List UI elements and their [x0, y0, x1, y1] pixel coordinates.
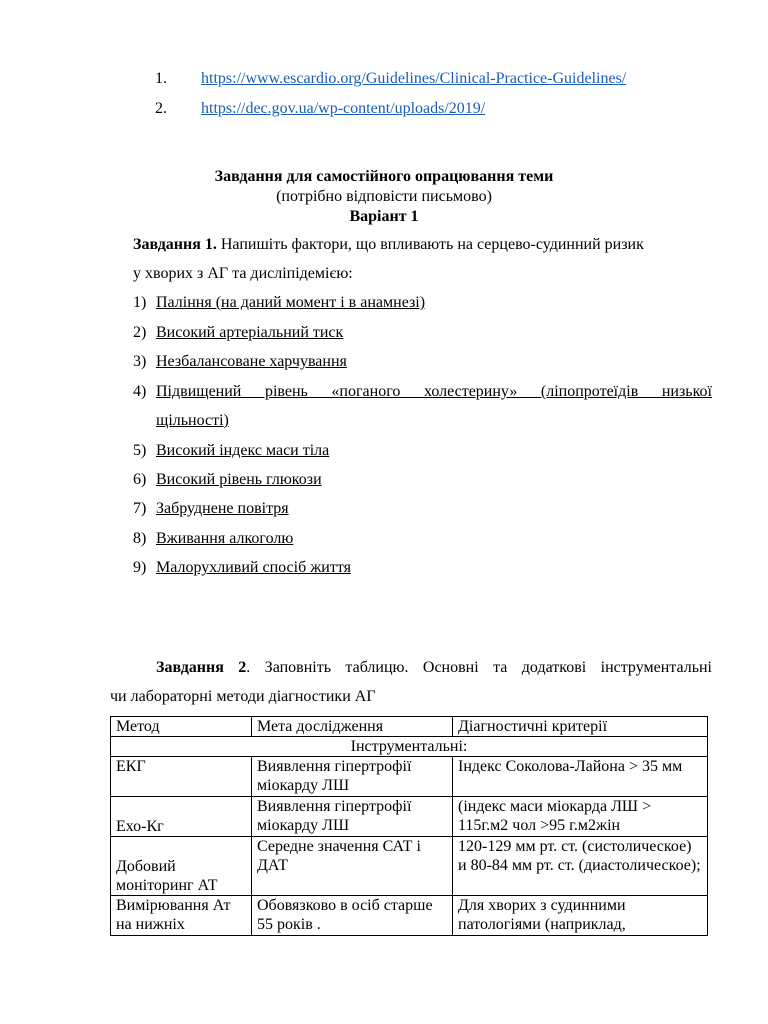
- table-row: [111, 837, 708, 896]
- list-item: [133, 471, 146, 489]
- table-header-method: Метод: [111, 717, 252, 737]
- table-header-purpose: Мета дослідження: [252, 717, 453, 737]
- list-item-text: Паління (на даний момент і в анамнезі): [156, 294, 426, 311]
- table-cell-criteria: 120-129 мм рт. ст. (систолическое) и 80-84 мм рт. ст. (диастолическое);: [453, 837, 708, 896]
- table-header-criteria: Діагностичні критерії: [453, 717, 708, 737]
- reference-link-dec[interactable]: https://dec.gov.ua/wp-content/uploads/2019/: [201, 100, 486, 117]
- list-item-text: Незбалансоване харчування: [156, 353, 347, 370]
- variant-label: Варіант 1: [349, 208, 419, 225]
- task1-text-line2: у хворих з АГ та дисліпідемією:: [133, 265, 353, 282]
- table-cell-criteria: (індекс маси міокарда ЛШ > 115г.м2 чол >95 г.м2жін: [453, 797, 708, 837]
- diagnostics-table: [110, 716, 708, 936]
- task1-label: Завдання 1.: [133, 236, 217, 253]
- list-item-text: Високий індекс маси тіла: [156, 442, 330, 459]
- table-cell-method: Вимірювання Ат на нижніх: [111, 896, 252, 936]
- table-cell-purpose: Обовязково в осіб старше 55 років .: [252, 896, 453, 936]
- task-title: Завдання для самостійного опрацювання теми: [214, 168, 554, 185]
- table-row: [111, 757, 708, 797]
- table-cell-criteria: Індекс Соколова-Лайона > 35 мм: [453, 757, 708, 797]
- task2-paragraph: [156, 659, 712, 677]
- list-item: [133, 530, 146, 548]
- list-item: [133, 294, 146, 312]
- task-subtitle: (потрібно відповісти письмово): [276, 188, 492, 205]
- list-item-text: Малорухливий спосіб життя: [156, 559, 351, 576]
- list-item: [133, 353, 146, 371]
- table-cell-purpose: Виявлення гіпертрофії міокарду ЛШ: [252, 797, 453, 837]
- task2-text: . Заповніть таблицю. Основні та додаткові інструментальні: [246, 659, 713, 676]
- table-cell-method: Ехо-Кг: [111, 797, 252, 837]
- list-item-number: 4): [133, 383, 147, 400]
- list-item: [133, 324, 146, 342]
- table-row: [111, 896, 708, 936]
- task1-text: Напишіть фактори, що впливають на серцево-судинний ризик: [216, 236, 644, 253]
- list-item: [133, 442, 146, 460]
- list-item-text: Підвищений рівень «поганого холестерину» (ліпопротеїдів низької: [156, 383, 712, 400]
- list-item: [133, 559, 146, 577]
- reference-2: [155, 100, 167, 118]
- table-cell-criteria: Для хворих з судинними патологіями (наприклад,: [453, 896, 708, 936]
- list-item-text-continued: щільності): [156, 412, 229, 429]
- table-cell-method: Добовий моніторинг АТ: [111, 837, 252, 896]
- list-item: [133, 383, 146, 401]
- task2-label: Завдання 2: [156, 659, 247, 676]
- list-item-text: Вживання алкоголю: [156, 530, 294, 547]
- list-item: [133, 500, 146, 518]
- table-section-row: [111, 737, 708, 757]
- table-cell-purpose: Середне значення САТ і ДАТ: [252, 837, 453, 896]
- list-item-number: 5): [133, 442, 147, 459]
- list-item-text: Високий артеріальний тиск: [156, 324, 344, 341]
- list-item-number: 7): [133, 500, 147, 517]
- list-item-number: 9): [133, 559, 147, 576]
- reference-1: [155, 70, 167, 88]
- list-item-number: 2): [133, 324, 147, 341]
- list-item-number: 3): [133, 353, 147, 370]
- table-row: [111, 797, 708, 837]
- table-section-label: Інструментальні:: [111, 737, 708, 757]
- table-cell-purpose: Виявлення гіпертрофії міокарду ЛШ: [252, 757, 453, 797]
- reference-link-escardio[interactable]: https://www.escardio.org/Guidelines/Clinical-Practice-Guidelines/: [201, 70, 627, 87]
- list-item-number: 8): [133, 530, 147, 547]
- list-item-text: Високий рівень глюкози: [156, 471, 322, 488]
- list-item-number: 6): [133, 471, 147, 488]
- table-header-row: [111, 717, 708, 737]
- reference-number: 2.: [155, 100, 167, 117]
- list-item-text: Забруднене повітря: [156, 500, 289, 517]
- task1-paragraph: [133, 236, 644, 254]
- task2-text-line2: чи лабораторні методи діагностики АГ: [110, 688, 376, 705]
- reference-number: 1.: [155, 70, 167, 87]
- table-cell-method: ЕКГ: [111, 757, 252, 797]
- list-item-number: 1): [133, 294, 147, 311]
